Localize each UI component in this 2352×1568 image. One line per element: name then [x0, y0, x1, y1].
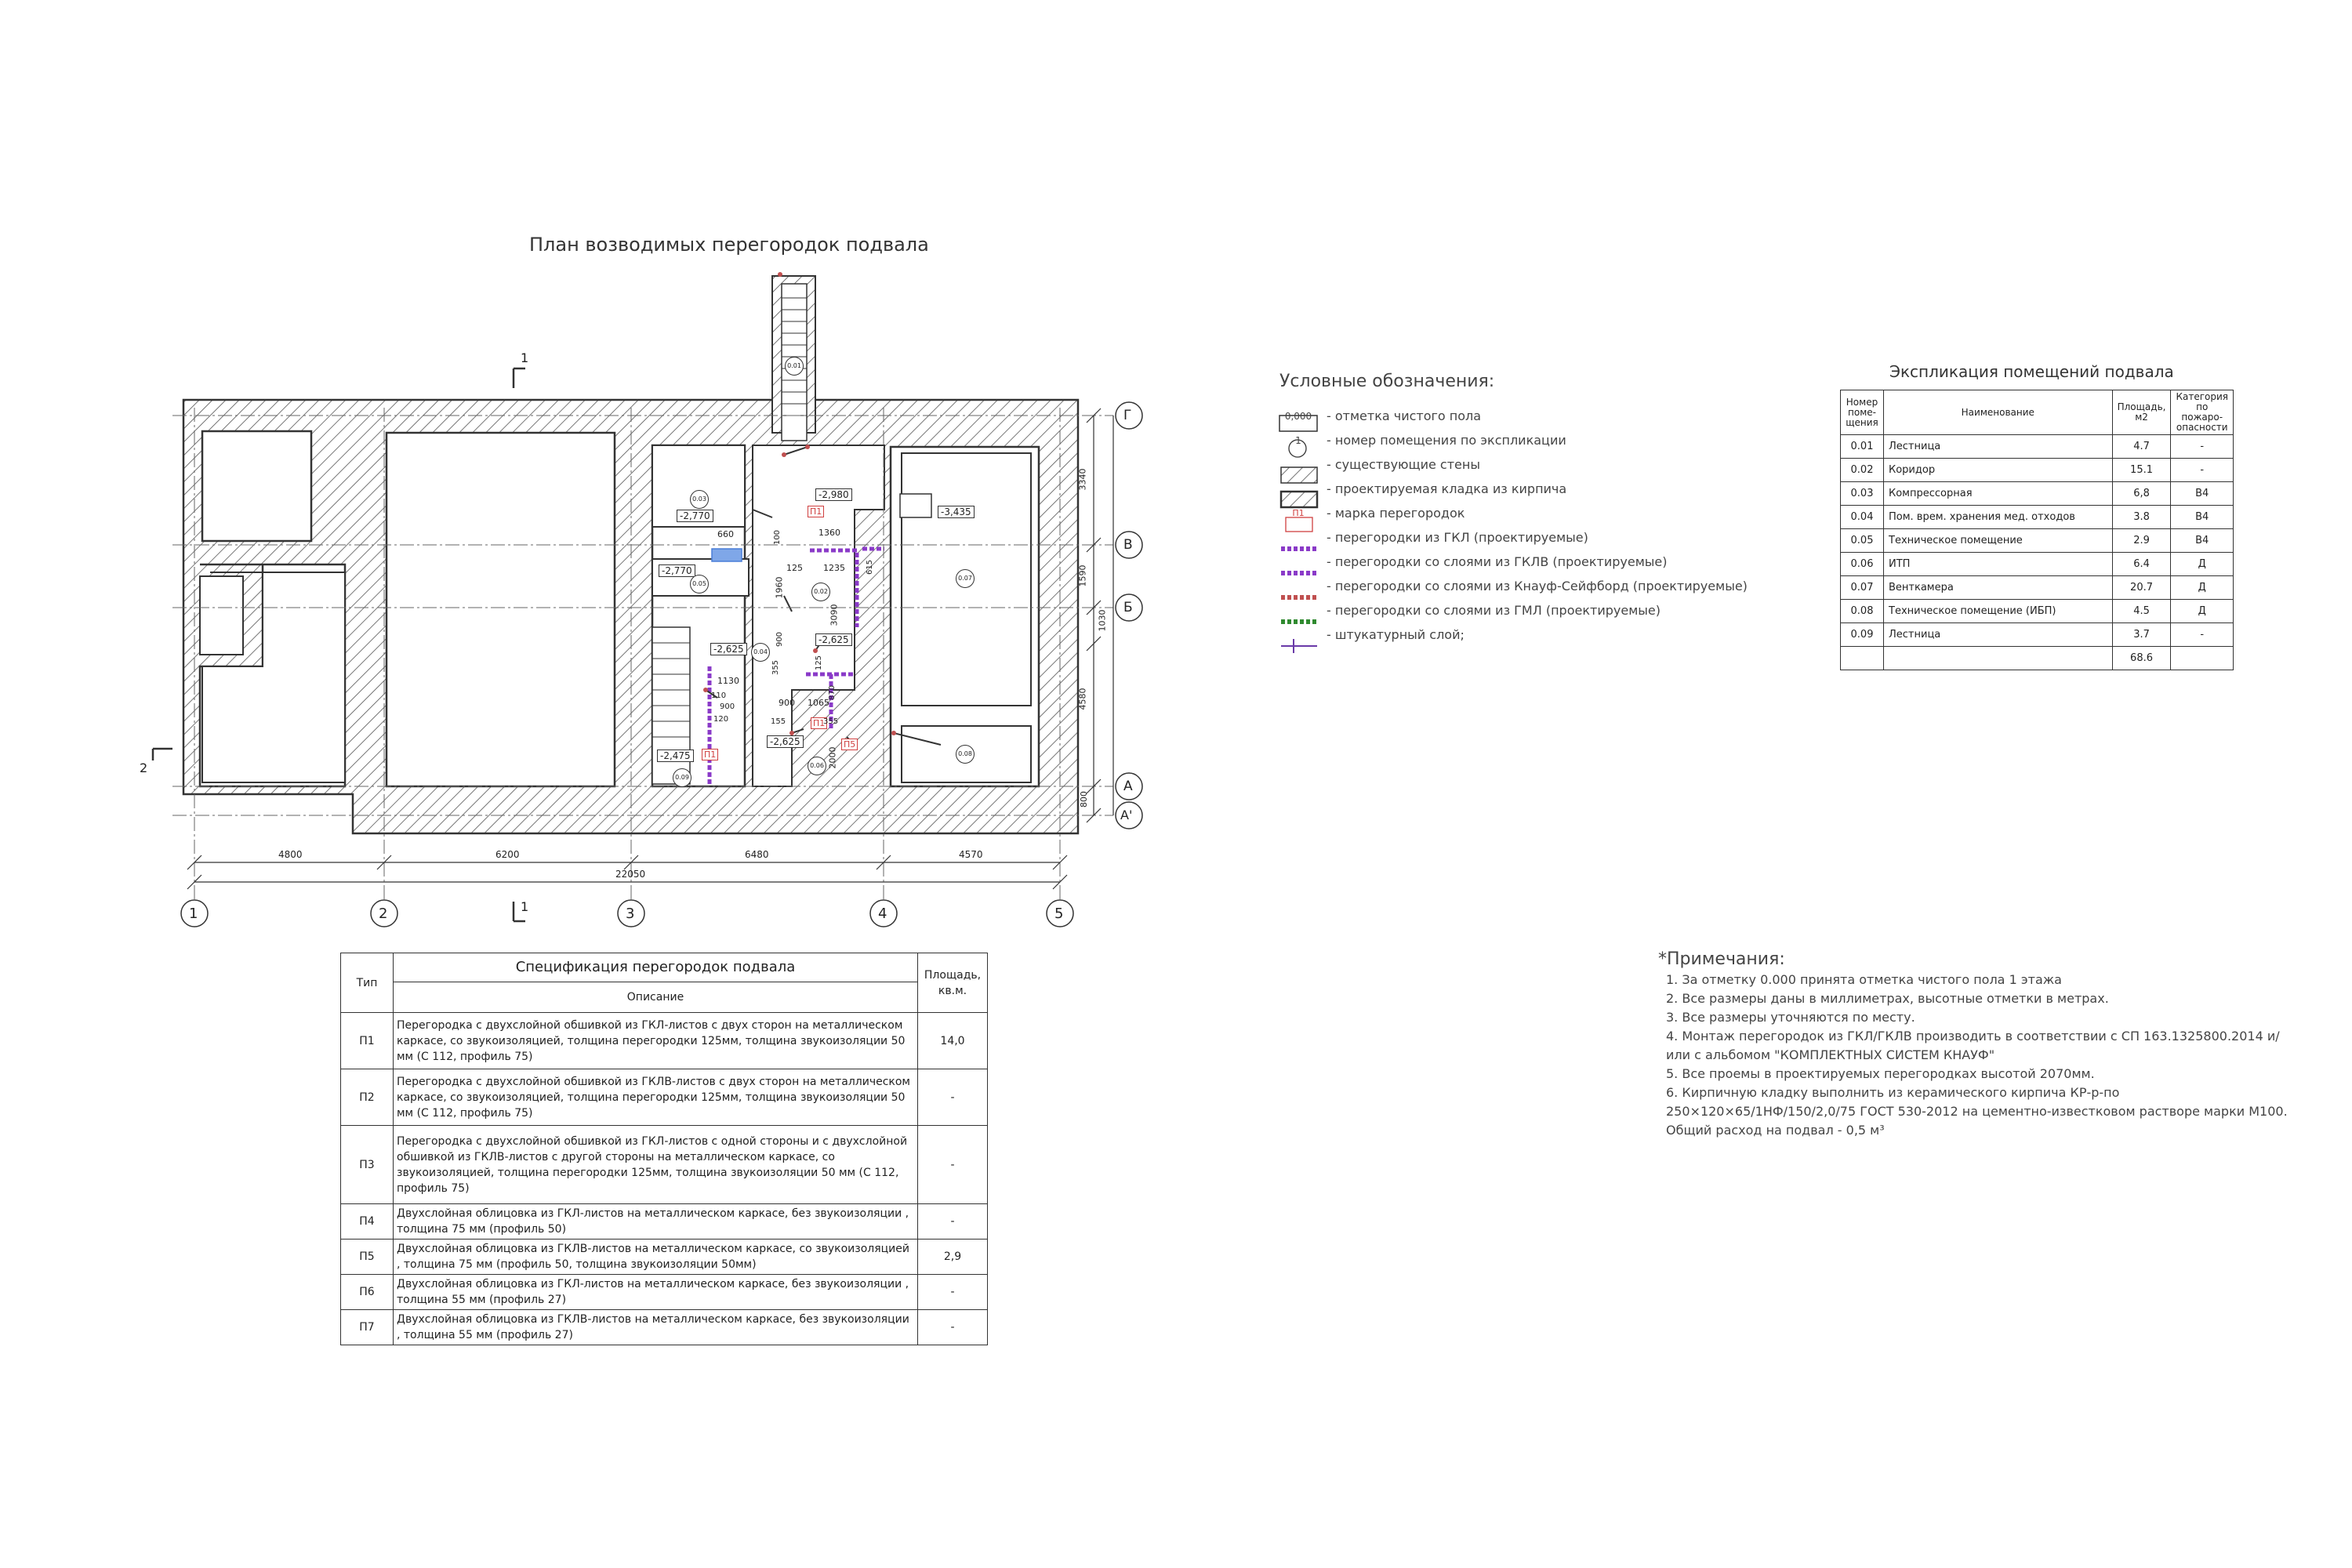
legend-item: [1279, 428, 1748, 452]
table-row: [1841, 623, 2234, 647]
notes-title: *Примечания:: [1658, 949, 1785, 969]
elevation-mark: -2,625: [815, 633, 852, 646]
cell: [1841, 647, 1884, 670]
note-item: 6. Кирпичную кладку выполнить из керамического кирпича КР-р-по 250×120×65/1НФ/150/2,0/75 ГОСТ 530-2012 на цементно-известковом растворе марки М100. Общий расход на подвал - 0,5 м³: [1666, 1085, 2288, 1138]
legend-label: - перегородки со слоями из ГКЛВ (проектируемые): [1327, 554, 1668, 569]
inner-dim: 355: [771, 659, 781, 676]
legend-item: [1279, 598, 1748, 622]
inner-dim: 355: [823, 717, 839, 726]
cell: П1: [341, 1013, 394, 1069]
table-row: [1841, 600, 2234, 623]
cell: Перегородка с двухслойной обшивкой из ГКЛВ-листов с двух сторон на металлическом каркасе, со звукоизоляцией, толщина перегородки 125мм, толщина звукоизоляции 50 мм (С 112, профиль 75): [394, 1069, 918, 1126]
table-row: [1841, 459, 2234, 482]
cell: 4.5: [2112, 600, 2171, 623]
axis-number-1: 1: [189, 906, 198, 922]
inner-dim: 110: [711, 691, 727, 700]
dim-6480: 6480: [745, 849, 769, 860]
legend-item: [1279, 574, 1748, 598]
partition-mark: П1: [702, 749, 718, 760]
inner-dim: 125: [786, 563, 803, 573]
col-area: Площадь, м2: [2112, 390, 2171, 435]
cell: Компрессорная: [1884, 482, 2113, 506]
spec-row: [341, 1310, 988, 1345]
note-item: 4. Монтаж перегородок из ГКЛ/ГКЛВ производить в соответствии с СП 163.1325800.2014 и/или с альбомом "КОМПЛЕКТНЫХ СИСТЕМ КНАУФ": [1666, 1029, 2280, 1062]
cell: 0.09: [1841, 623, 1884, 647]
dim-1030: 1030: [1097, 609, 1108, 632]
spec-col-desc: Описание: [394, 982, 918, 1013]
legend-label: - существующие стены: [1327, 457, 1480, 472]
legend-item: [1279, 404, 1748, 428]
notes: [1658, 950, 2301, 1140]
explication-header: [1841, 390, 2234, 435]
explication-title: Экспликация помещений подвала: [1889, 362, 2174, 381]
legend-label: - проектируемая кладка из кирпича: [1327, 481, 1567, 496]
cell: Д: [2171, 553, 2234, 576]
axis-letter-bubbles: [1116, 402, 1142, 829]
inner-dim: 125: [815, 655, 824, 671]
legend-item: [1279, 477, 1748, 501]
inner-dim: 615: [866, 559, 875, 575]
room-mark-0-08: 0.08: [956, 745, 975, 764]
cell: 6,8: [2112, 482, 2171, 506]
spec-title: Спецификация перегородок подвала: [394, 953, 918, 982]
legend-label: - перегородки со слоями из Кнауф-Сейфборд (проектируемые): [1327, 579, 1748, 593]
cell: 14,0: [918, 1013, 988, 1069]
axis-number-2: 2: [379, 906, 388, 922]
elevation-mark: -2,980: [815, 488, 852, 501]
gml-symbol: [1279, 602, 1317, 619]
cell: 6.4: [2112, 553, 2171, 576]
cell: 0.02: [1841, 459, 1884, 482]
legend-item: [1279, 452, 1748, 477]
inner-dim: 2000: [827, 746, 838, 769]
inner-dim: 1130: [717, 676, 739, 686]
cell: -: [918, 1069, 988, 1126]
spec-row: [341, 1240, 988, 1275]
cell: П6: [341, 1275, 394, 1310]
cell: [1884, 647, 2113, 670]
legend-title: Условные обозначения:: [1279, 372, 1495, 391]
inner-dim: 870: [828, 684, 837, 701]
section-mark-left: 2: [140, 760, 148, 775]
legend-label: - марка перегородок: [1327, 506, 1465, 521]
cell: 0.04: [1841, 506, 1884, 529]
partition-mark: П1: [808, 506, 824, 517]
dim-4570: 4570: [959, 849, 983, 860]
room-mark-0-09: 0.09: [673, 768, 691, 787]
legend-label: - перегородки из ГКЛ (проектируемые): [1327, 530, 1588, 545]
gklv-partition: [712, 549, 742, 561]
spec-row: [341, 1126, 988, 1204]
spec-subheader: [341, 982, 988, 1013]
total-area: 68.6: [2112, 647, 2171, 670]
spec-col-type: Тип: [341, 953, 394, 1013]
explication-table: [1840, 390, 2234, 670]
dim-3340: 3340: [1077, 468, 1088, 491]
elevation-mark: -3,435: [938, 506, 975, 518]
cell: 3.7: [2112, 623, 2171, 647]
cell: Двухслойная облицовка из ГКЛВ-листов на металлическом каркасе, без звукоизоляции , толщина 55 мм (профиль 27): [394, 1310, 918, 1345]
room-mark-0-02: 0.02: [811, 583, 830, 601]
elevation-mark: -2,625: [767, 735, 804, 748]
inner-dim: 900: [775, 631, 785, 648]
legend-item: [1279, 550, 1748, 574]
room-mark-0-07: 0.07: [956, 569, 975, 588]
gkl-symbol: [1279, 529, 1317, 546]
cell: 3.8: [2112, 506, 2171, 529]
room-cell: [200, 576, 243, 655]
cell: П3: [341, 1126, 394, 1204]
cell: Д: [2171, 576, 2234, 600]
table-row: [1841, 435, 2234, 459]
cell: 2,9: [918, 1240, 988, 1275]
cell: П5: [341, 1240, 394, 1275]
inner-dim: 1960: [774, 576, 785, 599]
axis-number-3: 3: [626, 906, 635, 922]
gklv-symbol: [1279, 554, 1317, 571]
col-number: Номер поме-щения: [1841, 390, 1884, 435]
inner-dim: 155: [771, 717, 786, 726]
cell: П4: [341, 1204, 394, 1240]
cell: Двухслойная облицовка из ГКЛ-листов на металлическом каркасе, без звукоизоляции , толщина 75 мм (профиль 50): [394, 1204, 918, 1240]
cell: ИТП: [1884, 553, 2113, 576]
cell: Лестница: [1884, 623, 2113, 647]
dim-total: 22050: [615, 869, 646, 880]
spec-row: [341, 1013, 988, 1069]
inner-dim: 3090: [829, 604, 840, 626]
legend-item: [1279, 622, 1748, 647]
spec-row: [341, 1275, 988, 1310]
cell: Коридор: [1884, 459, 2113, 482]
cell: -: [918, 1275, 988, 1310]
cell: 0.01: [1841, 435, 1884, 459]
legend: [1279, 372, 1748, 647]
elevation-symbol: 0,000: [1284, 410, 1312, 422]
knauf-safeboard-symbol: [1279, 578, 1317, 595]
cell: Пом. врем. хранения мед. отходов: [1884, 506, 2113, 529]
spec-table: [340, 953, 988, 1345]
elevation-mark: -2,475: [657, 750, 694, 762]
partition-mark-symbol: П1: [1292, 508, 1305, 518]
spec-header: [341, 953, 988, 982]
cell: В4: [2171, 482, 2234, 506]
legend-label: - отметка чистого пола: [1327, 408, 1482, 423]
plaster-symbol: [1279, 626, 1317, 644]
total-row: [1841, 647, 2234, 670]
table-row: [1841, 553, 2234, 576]
spec-col-area: Площадь, кв.м.: [918, 953, 988, 1013]
axis-letter-a: А: [1123, 779, 1133, 794]
legend-label: - номер помещения по экспликации: [1327, 433, 1566, 448]
room-number-symbol: 1: [1295, 434, 1301, 446]
existing-walls-symbol: [1279, 456, 1317, 474]
spec-row: [341, 1204, 988, 1240]
elevation-mark: -2,625: [710, 643, 747, 655]
inner-dim: 900: [720, 702, 735, 711]
note-item: 1. За отметку 0.000 принята отметка чистого пола 1 этажа: [1666, 972, 2062, 987]
inner-dim: 1235: [823, 563, 845, 573]
section-mark-bottom: 1: [521, 899, 529, 914]
cell: Перегородка с двухслойной обшивкой из ГКЛ-листов с двух сторон на металлическом каркасе, со звукоизоляцией, толщина перегородки 125мм, толщина звукоизоляции 50 мм (С 112, профиль 75): [394, 1013, 918, 1069]
cell: 0.06: [1841, 553, 1884, 576]
cell: -: [2171, 459, 2234, 482]
table-row: [1841, 506, 2234, 529]
cell: -: [918, 1310, 988, 1345]
spec-row: [341, 1069, 988, 1126]
axis-letter-a-prime: А': [1120, 808, 1133, 822]
cell: 0.05: [1841, 529, 1884, 553]
legend-item: [1279, 501, 1748, 525]
inner-dim: 120: [713, 715, 729, 724]
cell: 4.7: [2112, 435, 2171, 459]
cell: Перегородка с двухслойной обшивкой из ГКЛ-листов с одной стороны и с двухслойной обшивкой из ГКЛВ-листов с другой стороны на металлическом каркасе, со звукоизоляцией, толщина перегородки 125мм, толщина звукоизоляции 50 мм (С 112, профиль 75): [394, 1126, 918, 1204]
inner-dim: 100: [773, 529, 782, 546]
cell: Техническое помещение (ИБП): [1884, 600, 2113, 623]
cell: П2: [341, 1069, 394, 1126]
note-item: 2. Все размеры даны в миллиметрах, высотные отметки в метрах.: [1666, 991, 2109, 1006]
cell: -: [918, 1126, 988, 1204]
cell: 0.03: [1841, 482, 1884, 506]
legend-label: - перегородки со слоями из ГМЛ (проектируемые): [1327, 603, 1661, 618]
cell: 2.9: [2112, 529, 2171, 553]
cell: Венткамера: [1884, 576, 2113, 600]
room-mark-0-05: 0.05: [690, 575, 709, 593]
cell: Лестница: [1884, 435, 2113, 459]
room-mark-0-04: 0.04: [751, 643, 770, 662]
cell: Д: [2171, 600, 2234, 623]
table-row: [1841, 529, 2234, 553]
axis-letter-b: Б: [1123, 600, 1133, 615]
note-item: 3. Все размеры уточняются по месту.: [1666, 1010, 1915, 1025]
cell: В4: [2171, 506, 2234, 529]
col-name: Наименование: [1884, 390, 2113, 435]
axis-letter-g: Г: [1123, 408, 1132, 423]
dim-4580: 4580: [1077, 688, 1088, 710]
dim-1590: 1590: [1077, 564, 1088, 587]
legend-item: [1279, 525, 1748, 550]
dim-6200: 6200: [495, 849, 520, 860]
partition-mark: П1: [811, 717, 827, 729]
axis-letter-v: В: [1123, 537, 1133, 553]
inner-dim: 1065: [808, 698, 829, 708]
axis-number-5: 5: [1054, 906, 1064, 922]
elevation-mark: -2,770: [677, 510, 713, 522]
inner-dim: 900: [779, 698, 795, 708]
dim-4800: 4800: [278, 849, 303, 860]
partition-mark: П5: [841, 739, 858, 750]
cell: 0.07: [1841, 576, 1884, 600]
cell: Двухслойная облицовка из ГКЛ-листов на металлическом каркасе, без звукоизоляции , толщина 55 мм (профиль 27): [394, 1275, 918, 1310]
elevation-mark: -2,770: [659, 564, 695, 577]
vent-box: [900, 494, 931, 517]
cell: -: [2171, 623, 2234, 647]
cell: 0.08: [1841, 600, 1884, 623]
cell: [2171, 647, 2234, 670]
note-item: 5. Все проемы в проектируемых перегородках высотой 2070мм.: [1666, 1066, 2095, 1081]
cell: 15.1: [2112, 459, 2171, 482]
axis-number-4: 4: [878, 906, 887, 922]
plan-title: План возводимых перегородок подвала: [529, 234, 929, 256]
cell: -: [2171, 435, 2234, 459]
table-row: [1841, 482, 2234, 506]
cell: В4: [2171, 529, 2234, 553]
table-row: [1841, 576, 2234, 600]
inner-dim: 660: [717, 529, 734, 539]
inner-dim: 1360: [818, 528, 840, 538]
brick-masonry-symbol: [1279, 481, 1317, 498]
legend-label: - штукатурный слой;: [1327, 627, 1465, 642]
cell: П7: [341, 1310, 394, 1345]
room-mark-0-03: 0.03: [690, 490, 709, 509]
cell: -: [918, 1204, 988, 1240]
room-mark-0-06: 0.06: [808, 757, 826, 775]
cell: 20.7: [2112, 576, 2171, 600]
section-mark-top: 1: [521, 350, 529, 365]
cell: Техническое помещение: [1884, 529, 2113, 553]
room-mark-0-01: 0.01: [785, 357, 804, 376]
col-category: Категория по пожаро-опасности: [2171, 390, 2234, 435]
dim-800: 800: [1079, 791, 1089, 808]
cell: Двухслойная облицовка из ГКЛВ-листов на металлическом каркасе, со звукоизоляцией , толщина 75 мм (профиль 50, толщина звукоизоляции 50мм): [394, 1240, 918, 1275]
